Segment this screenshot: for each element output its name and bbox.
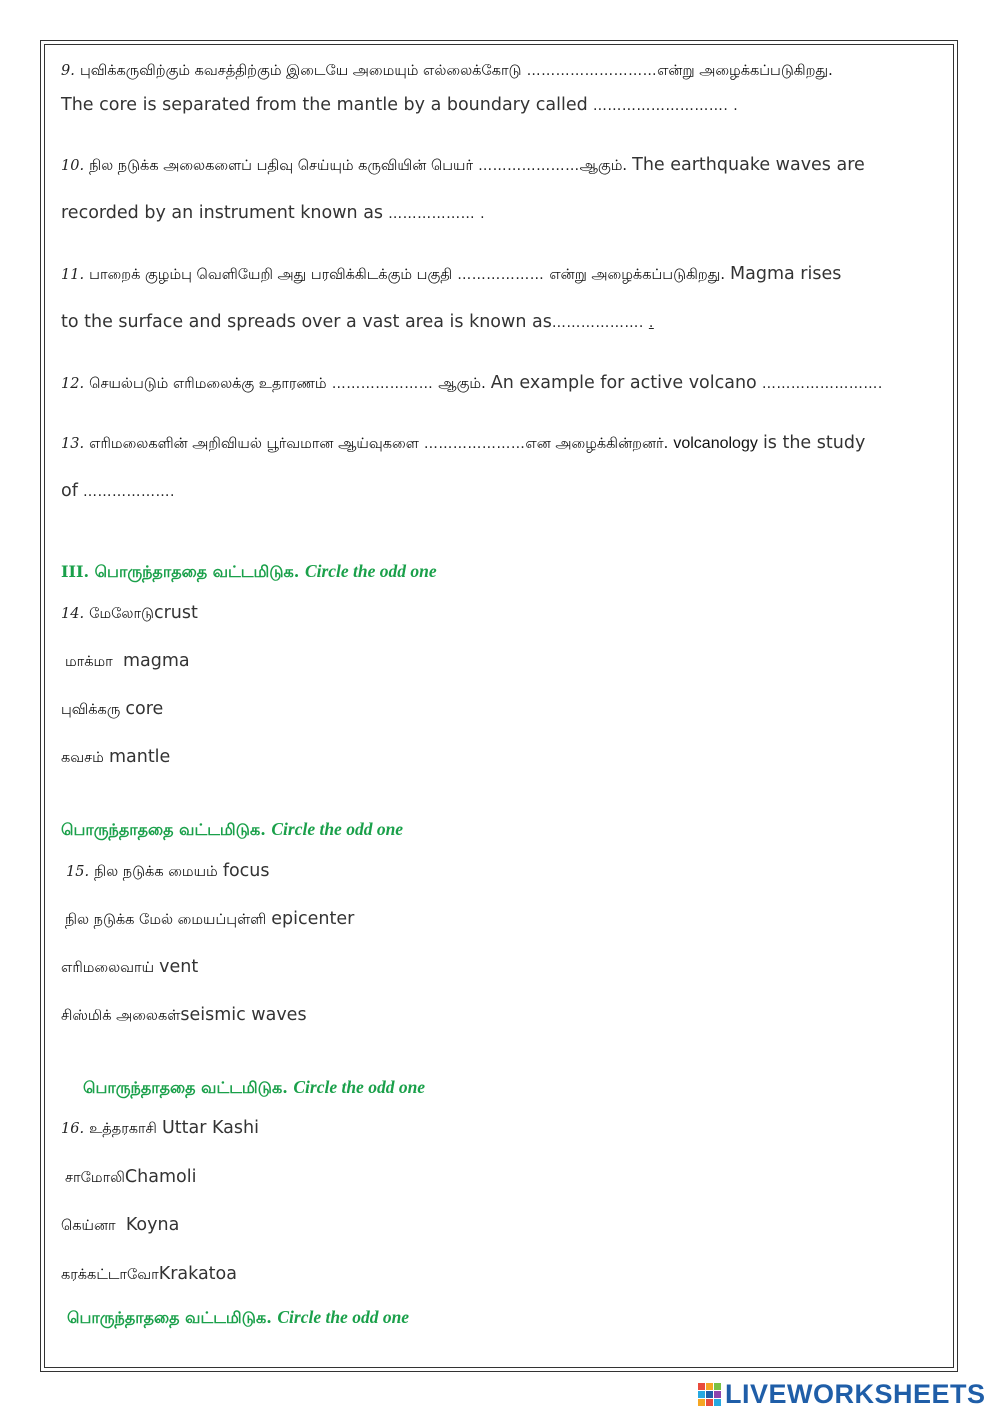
option-item[interactable] xyxy=(61,1005,307,1026)
keyword-volcanology: volcanology xyxy=(673,435,758,452)
question-10-line2 xyxy=(61,203,485,223)
question-number: 10. xyxy=(61,158,85,174)
logo-text: LIVEWORKSHEETS xyxy=(725,1378,986,1409)
logo-grid-cell xyxy=(706,1391,713,1398)
option-tamil: கவசம் xyxy=(61,750,104,766)
liveworksheets-logo[interactable] xyxy=(698,1379,986,1409)
question-text-english: An example for active volcano xyxy=(490,373,757,393)
option-tamil: உத்தரகாசி xyxy=(89,1121,157,1137)
option-tamil: புவிக்கரு xyxy=(61,702,121,718)
logo-grid-cell xyxy=(698,1399,705,1406)
option-tamil: நில நடுக்க மேல் மையப்புள்ளி xyxy=(65,912,267,928)
question-number: 14. xyxy=(61,606,85,622)
question-text-tamil-end: என அழைக்கின்றனர். xyxy=(525,436,669,452)
answer-blank[interactable]: ………………… xyxy=(423,436,526,452)
option-item[interactable] xyxy=(61,699,163,720)
option-item[interactable] xyxy=(61,957,198,978)
heading-english: Circle the odd one xyxy=(271,819,404,839)
question-11-line2 xyxy=(61,312,654,332)
option-item[interactable] xyxy=(61,1118,259,1139)
option-english: Chamoli xyxy=(124,1167,197,1187)
option-tamil: எரிமலைவாய் xyxy=(61,960,155,976)
option-english: mantle xyxy=(108,747,171,767)
question-text-english: recorded by an instrument known as xyxy=(61,203,384,223)
question-number: 13. xyxy=(61,436,85,452)
logo-grid-cell xyxy=(714,1399,721,1406)
heading-tamil: பொருந்தாததை வட்டமிடுக. xyxy=(61,820,266,839)
heading-tamil: பொருந்தாததை வட்டமிடுக. xyxy=(67,1308,272,1327)
answer-blank[interactable]: ……………… xyxy=(457,267,545,283)
question-12 xyxy=(61,373,883,394)
answer-blank[interactable]: ……………………… xyxy=(526,63,658,79)
logo-grid-icon xyxy=(698,1383,721,1406)
logo-grid-cell xyxy=(706,1383,713,1390)
option-tamil: மேலோடு xyxy=(89,606,154,622)
logo-grid-cell xyxy=(698,1391,705,1398)
answer-blank[interactable]: ……………………. xyxy=(761,376,883,392)
option-english: magma xyxy=(122,651,190,671)
option-tamil: நில நடுக்க மையம் xyxy=(94,864,218,880)
question-text-tamil-end: ஆகும். xyxy=(438,376,486,392)
question-text-english: Magma rises xyxy=(730,264,842,284)
question-number: 12. xyxy=(61,376,85,392)
option-tamil: சாமோலி xyxy=(65,1170,125,1186)
option-tamil: சிஸ்மிக் அலைகள் xyxy=(61,1008,181,1024)
answer-blank[interactable]: ………………. xyxy=(551,315,644,331)
question-11-line1 xyxy=(61,264,841,285)
question-number: 9. xyxy=(61,63,75,79)
section-heading-odd-one xyxy=(83,1077,425,1099)
question-text-tamil: புவிக்கருவிற்கும் கவசத்திற்கும் இடையே அமையும் எல்லைக்கோடு xyxy=(79,63,522,79)
question-number: 15. xyxy=(66,864,90,880)
question-text-tamil: செயல்படும் எரிமலைக்கு உதாரணம் xyxy=(89,376,327,392)
question-text-english: to the surface and spreads over a vast area is known as xyxy=(61,312,552,332)
option-item[interactable] xyxy=(65,909,354,930)
option-item[interactable] xyxy=(61,1215,179,1236)
answer-blank[interactable]: ………………… xyxy=(331,376,434,392)
option-english: focus xyxy=(222,861,270,881)
question-text-tamil-end: ஆகும். xyxy=(579,158,628,174)
section-heading-odd-one xyxy=(61,819,403,841)
question-number: 16. xyxy=(61,1121,85,1137)
option-item[interactable] xyxy=(65,651,190,672)
logo-grid-cell xyxy=(698,1383,705,1390)
question-text-english: The earthquake waves are xyxy=(632,155,865,175)
question-number: 11. xyxy=(61,267,85,283)
option-english: core xyxy=(125,699,164,719)
option-item[interactable] xyxy=(61,603,198,624)
heading-tamil: பொருந்தாததை வட்டமிடுக. xyxy=(83,1078,288,1097)
logo-grid-cell xyxy=(714,1383,721,1390)
section-heading-odd-one xyxy=(61,561,437,583)
question-13-line1 xyxy=(61,433,865,454)
section-heading-odd-one xyxy=(67,1307,409,1329)
option-item[interactable] xyxy=(61,1264,237,1285)
option-tamil: மாக்மா xyxy=(65,654,113,670)
question-text-tamil: எரிமலைகளின் அறிவியல் பூர்வமான ஆய்வுகளை xyxy=(89,436,419,452)
answer-blank[interactable]: ………………………. . xyxy=(592,98,739,114)
question-9-tamil xyxy=(61,60,833,81)
question-9-english xyxy=(61,95,738,115)
option-tamil: கரக்கட்டாவோ xyxy=(61,1267,159,1283)
answer-blank[interactable]: ……………… . xyxy=(388,206,486,222)
question-text-english: The core is separated from the mantle by a boundary called xyxy=(61,95,588,115)
heading-english: Circle the odd one xyxy=(277,1307,410,1327)
question-text-tamil: நில நடுக்க அலைகளைப் பதிவு செய்யும் கருவியின் பெயர் xyxy=(89,158,474,174)
logo-grid-cell xyxy=(706,1399,713,1406)
answer-blank[interactable]: ………………… xyxy=(478,158,580,174)
option-english: seismic waves xyxy=(180,1005,307,1025)
question-13-line2 xyxy=(61,481,175,501)
option-english: Koyna xyxy=(125,1215,180,1235)
question-text-english: is the study xyxy=(762,433,866,453)
answer-blank[interactable]: ………………. xyxy=(82,484,175,500)
question-text-tamil-end: என்று அழைக்கப்படுகிறது. xyxy=(549,267,725,283)
underlined-dot: . xyxy=(648,315,654,331)
option-english: Krakatoa xyxy=(158,1264,237,1284)
option-english: Uttar Kashi xyxy=(162,1118,259,1138)
question-10-line1 xyxy=(61,155,865,176)
option-english: crust xyxy=(153,603,198,623)
option-item[interactable] xyxy=(65,1167,196,1188)
option-item[interactable] xyxy=(66,861,270,882)
question-text-tamil: பாறைக் குழம்பு வெளியேறி அது பரவிக்கிடக்கும் பகுதி xyxy=(89,267,453,283)
heading-english: Circle the odd one xyxy=(293,1077,426,1097)
question-text-tamil-end: என்று அழைக்கப்படுகிறது. xyxy=(657,63,833,79)
option-english: vent xyxy=(159,957,199,977)
heading-english: Circle the odd one xyxy=(304,561,437,581)
question-text-english: of xyxy=(61,481,78,501)
logo-grid-cell xyxy=(714,1391,721,1398)
option-english: epicenter xyxy=(271,909,355,929)
option-tamil: கெய்னா xyxy=(61,1218,116,1234)
heading-tamil: III. பொருந்தாததை வட்டமிடுக. xyxy=(61,562,300,581)
option-item[interactable] xyxy=(61,747,170,768)
